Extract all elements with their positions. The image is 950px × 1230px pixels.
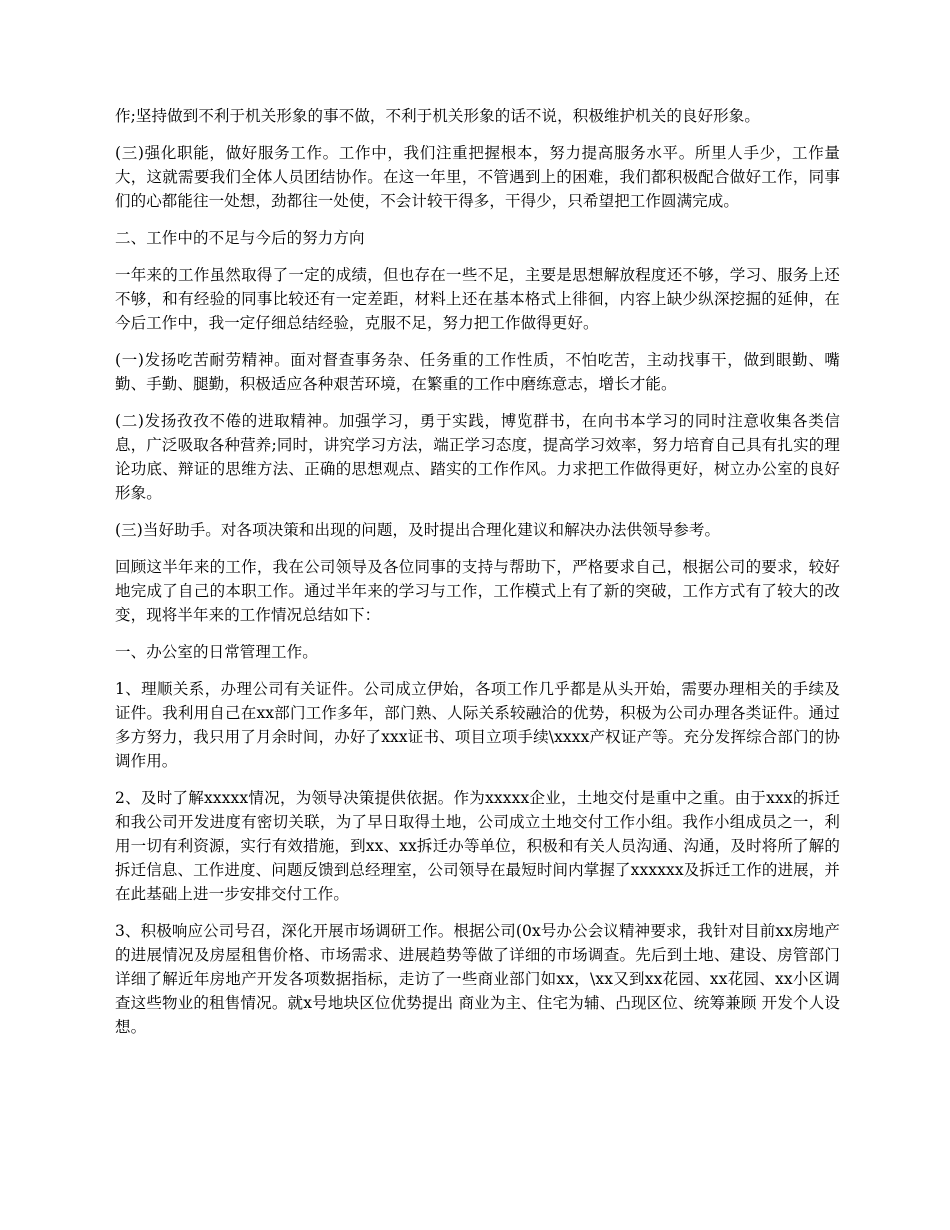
paragraph-4: 一年来的工作虽然取得了一定的成绩，但也存在一些不足，主要是思想解放程度还不够，学习、服务上还不够，和有经验的同事比较还有一定差距，材料上还在基本格式上徘徊，内容上缺少纵深挖掘的延伸，在今后工作中，我一定仔细总结经验，克服不足，努力把工作做得更好。 bbox=[115, 266, 840, 332]
paragraph-10: 1、理顺关系，办理公司有关证件。公司成立伊始，各项工作几乎都是从头开始，需要办理相关的手续及证件。我利用自己在xx部门工作多年，部门熟、人际关系较融洽的优势，积极为公司办理各类证件。通过多方努力，我只用了月余时间，办好了xxx证书、项目立项手续\xxxx产权证产等。充分发挥综合部门的协调作用。 bbox=[115, 680, 840, 770]
paragraph-11: 2、及时了解xxxxx情况，为领导决策提供依据。作为xxxxx企业，土地交付是重中之重。由于xxx的拆迁和我公司开发进度有密切关联，为了早日取得土地，公司成立土地交付工作小组。我作小组成员之一，利用一切有利资源，实行有效措施，到xx、xx拆迁办等单位，积极和有关人员沟通、沟通，及时将所了解的拆迁信息、工作进度、问题反馈到总经理室，公司领导在最短时间内掌握了xxxxxx及拆迁工作的进展，并在此基础上进一步安排交付工作。 bbox=[115, 789, 840, 903]
paragraph-2: (三)强化职能，做好服务工作。工作中，我们注重把握根本，努力提高服务水平。所里人手少，工作量大，这就需要我们全体人员团结协作。在这一年里，不管遇到上的困难，我们都积极配合做好工作，同事们的心都能往一处想，劲都往一处使，不会计较干得多，干得少，只希望把工作圆满完成。 bbox=[115, 144, 840, 210]
paragraph-12: 3、积极响应公司号召，深化开展市场调研工作。根据公司(0x号办公会议精神要求，我针对目前xx房地产的进展情况及房屋租售价格、市场需求、进展趋势等做了详细的市场调查。先后到土地、建设、房管部门详细了解近年房地产开发各项数据指标，走访了一些商业部门如xx，\xx又到xx花园、xx花园、xx小区调查这些物业的租售情况。就x号地块区位优势提出 商业为主、住宅为辅、凸现区位、统筹兼顾 开发个人设想。 bbox=[115, 922, 840, 1036]
paragraph-8: 回顾这半年来的工作，我在公司领导及各位同事的支持与帮助下，严格要求自己，根据公司的要求，较好地完成了自己的本职工作。通过半年来的学习与工作，工作模式上有了新的突破，工作方式有了较大的改变，现将半年来的工作情况总结如下： bbox=[115, 558, 840, 624]
paragraph-7: (三)当好助手。对各项决策和出现的问题，及时提出合理化建议和解决办法供领导参考。 bbox=[115, 521, 721, 539]
paragraph-1: 作;坚持做到不利于机关形象的事不做，不利于机关形象的话不说，积极维护机关的良好形象。 bbox=[115, 107, 760, 125]
document-body bbox=[115, 104, 840, 1052]
paragraph-5: (一)发扬吃苦耐劳精神。面对督查事务杂、任务重的工作性质，不怕吃苦，主动找事干，做到眼勤、嘴勤、手勤、腿勤，积极适应各种艰苦环境，在繁重的工作中磨练意志，增长才能。 bbox=[115, 351, 840, 393]
paragraph-6: (二)发扬孜孜不倦的进取精神。加强学习，勇于实践，博览群书，在向书本学习的同时注意收集各类信息，广泛吸取各种营养;同时，讲究学习方法，端正学习态度，提高学习效率，努力培育自己具有扎实的理论功底、辩证的思维方法、正确的思想观点、踏实的工作作风。力求把工作做得更好，树立办公室的良好形象。 bbox=[115, 412, 840, 502]
section-heading-1: 一、办公室的日常管理工作。 bbox=[115, 643, 318, 661]
section-heading-2: 二、工作中的不足与今后的努力方向 bbox=[115, 229, 365, 247]
